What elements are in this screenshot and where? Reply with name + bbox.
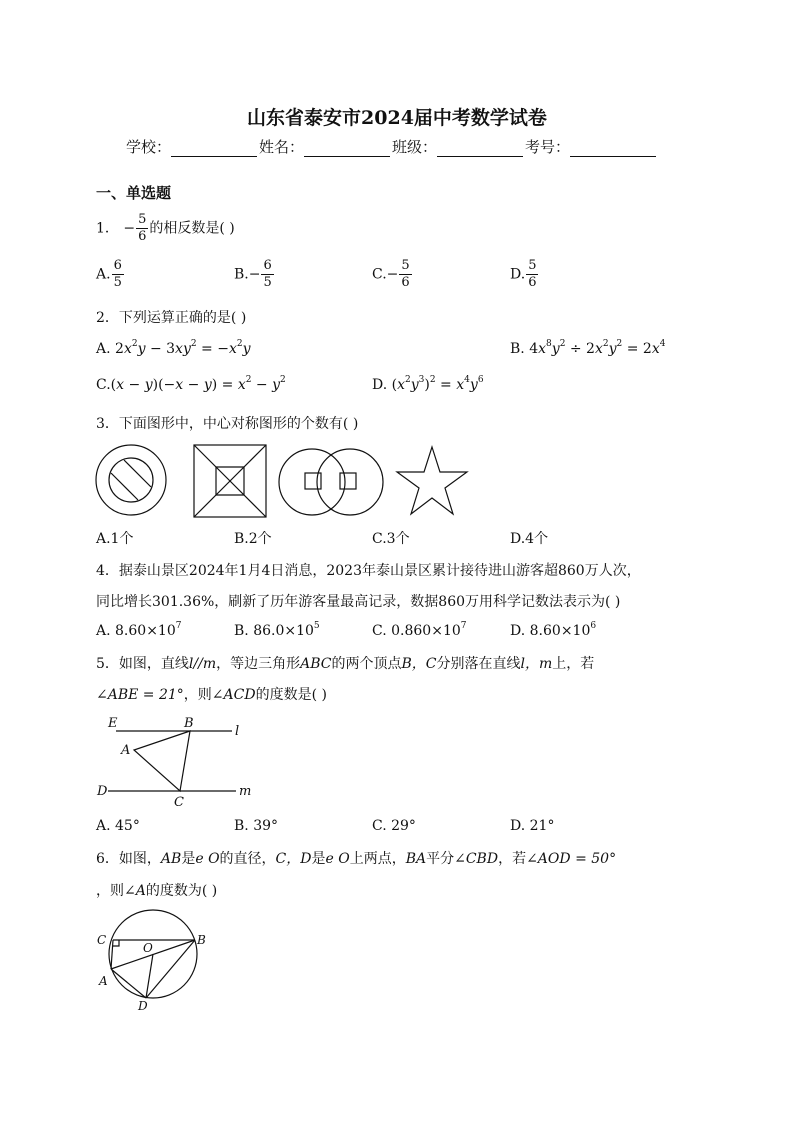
q6-angle-a: ∠A <box>124 883 146 899</box>
right-angle-mark <box>113 940 119 946</box>
label-e: E <box>108 716 118 731</box>
option-fraction <box>399 258 411 291</box>
q1-fraction <box>136 212 148 245</box>
q5-text: 的两个顶点 <box>331 656 402 672</box>
denominator: 6 <box>528 275 537 290</box>
label-d: D <box>97 784 108 799</box>
mantissa: 8.60 <box>115 623 147 639</box>
q6-text: 的直径， <box>219 851 276 867</box>
numerator: 6 <box>113 258 122 273</box>
q2-b-expression: $4x^8y^2 \div 2x^2y^2 = 2x^4$ <box>529 339 666 357</box>
class-blank[interactable] <box>437 142 523 157</box>
q4-option-d[interactable] <box>510 623 596 639</box>
numerator: 5 <box>401 258 410 273</box>
q1-option-d[interactable] <box>510 258 539 291</box>
question-6-line2 <box>96 880 217 900</box>
q1-minus: − <box>123 220 136 237</box>
times-ten: ×10 <box>560 623 591 639</box>
q5-text: 的度数是( ) <box>255 687 327 703</box>
question-2 <box>96 307 246 327</box>
q3-option-d[interactable]: D.4个 <box>510 531 549 547</box>
q5-option-c[interactable]: C. 29° <box>372 818 416 834</box>
q4-option-a[interactable] <box>96 623 181 639</box>
q6-circle: e O <box>325 851 350 867</box>
q5-angle-abe: ∠ABE = 21° <box>96 687 184 703</box>
q5-number: 5． <box>96 656 119 672</box>
q2-number: 2． <box>96 310 119 326</box>
figure-circle-with-bar <box>96 445 166 515</box>
exponent: 7 <box>175 621 182 631</box>
q5-figure <box>94 712 264 812</box>
option-label: A. <box>96 341 111 357</box>
q2-c-expression: $(x - y)(-x - y) = x^2 - y^2$ <box>110 375 286 393</box>
label-m: m <box>239 784 252 799</box>
q3-number: 3． <box>96 416 119 432</box>
question-3 <box>96 413 358 433</box>
mantissa: 86.0 <box>253 623 285 639</box>
option-label: C. <box>372 266 387 283</box>
q5-text: ，等边三角形 <box>216 656 301 672</box>
label-d: D <box>138 999 148 1013</box>
times-ten: ×10 <box>284 623 314 639</box>
q4-option-b[interactable] <box>234 623 320 639</box>
q5-angle-acd: ∠ACD <box>211 687 256 703</box>
q2-text: 下列运算正确的是( ) <box>118 310 247 326</box>
option-sign: − <box>248 266 261 283</box>
option-fraction <box>261 258 273 291</box>
option-label: D. <box>510 266 526 283</box>
label-o: O <box>143 941 153 955</box>
option-label: D. <box>372 377 388 393</box>
class-label: 班级： <box>392 138 438 156</box>
q1-numerator: 5 <box>138 212 147 227</box>
option-label: B. <box>234 623 249 639</box>
q5-text: ，则 <box>183 687 212 703</box>
question-1 <box>96 212 235 245</box>
q5-text: 如图，直线 <box>118 656 189 672</box>
figure-square-pinwheel <box>194 445 266 517</box>
section-heading-single-choice: 一、单选题 <box>96 184 172 202</box>
q3-option-c[interactable]: C.3个 <box>372 531 410 547</box>
q1-text: 的相反数是( ) <box>149 220 235 237</box>
q6-circle: e O <box>195 851 220 867</box>
q6-text: 如图， <box>118 851 161 867</box>
times-ten: ×10 <box>146 623 176 639</box>
mantissa: 0.860 <box>391 623 432 639</box>
option-label: C. <box>96 377 111 393</box>
q1-number: 1． <box>96 220 119 237</box>
q1-option-c[interactable] <box>372 258 413 291</box>
q2-option-b[interactable] <box>510 341 665 357</box>
exponent: 6 <box>590 621 597 631</box>
label-b: B <box>184 716 194 731</box>
q5-text: 上，若 <box>552 656 595 672</box>
q4-text-line1: 据泰山景区2024年1月4日消息，2023年泰山景区累计接待进山游客超860万人次， <box>118 563 641 579</box>
question-4-line2: 同比增长301.36%，刷新了历年游客量最高记录，数据860万用科学记数法表示为( ) <box>96 594 621 610</box>
label-c: C <box>174 795 184 810</box>
option-label: A. <box>96 266 111 283</box>
numerator: 5 <box>528 258 537 273</box>
q6-text: 的度数为( ) <box>145 883 218 899</box>
numerator: 6 <box>263 258 272 273</box>
q6-number: 6． <box>96 851 119 867</box>
q6-bisector: BA <box>405 851 427 867</box>
q6-text: ，则 <box>96 883 124 899</box>
q1-option-b[interactable] <box>234 258 275 291</box>
q5-vertices: B，C <box>401 656 437 672</box>
q6-text: 上两点， <box>349 851 406 867</box>
name-blank[interactable] <box>304 142 390 157</box>
number-blank[interactable] <box>570 142 656 157</box>
option-label: A. <box>96 623 111 639</box>
q5-text: 分别落在直线 <box>436 656 521 672</box>
q3-text: 下面图形中，中心对称图形的个数有( ) <box>118 416 359 432</box>
option-label: B. <box>234 266 249 283</box>
denominator: 6 <box>401 275 410 290</box>
name-label: 姓名： <box>259 138 305 156</box>
label-b: B <box>197 933 206 947</box>
option-label: D. <box>510 623 526 639</box>
option-fraction <box>112 258 124 291</box>
figure-star <box>397 447 467 514</box>
school-blank[interactable] <box>171 142 257 157</box>
q5-parallel-lines: l//m <box>188 656 217 672</box>
q5-option-d[interactable]: D. 21° <box>510 818 555 834</box>
question-4-line1 <box>96 560 641 580</box>
label-c: C <box>97 933 107 947</box>
q2-a-expression: $2x^2y - 3xy^2 = -x^2y$ <box>115 339 251 357</box>
school-label: 学校： <box>126 138 172 156</box>
q2-option-c[interactable] <box>96 377 286 393</box>
q6-points: C，D <box>275 851 312 867</box>
exponent: 5 <box>313 621 320 631</box>
q6-diameter: AB <box>160 851 182 867</box>
number-label: 考号： <box>525 138 571 156</box>
figure-two-rings <box>279 449 383 515</box>
denominator: 5 <box>113 275 122 290</box>
q5-triangle: ABC <box>300 656 332 672</box>
mantissa: 8.60 <box>529 623 561 639</box>
q4-option-c[interactable] <box>372 623 467 639</box>
option-sign: − <box>386 266 399 283</box>
exam-title: 山东省泰安市2024届中考数学试卷 <box>247 107 547 129</box>
q2-option-d[interactable] <box>372 377 484 393</box>
q1-option-a[interactable] <box>96 258 125 291</box>
q3-figures <box>94 442 474 518</box>
q3-option-b[interactable]: B.2个 <box>234 531 272 547</box>
q5-option-b[interactable]: B. 39° <box>234 818 279 834</box>
label-l: l <box>235 724 240 739</box>
triangle-abc <box>134 731 190 791</box>
q3-option-a[interactable]: A.1个 <box>96 531 134 547</box>
option-label: C. <box>372 623 387 639</box>
q6-text: ，若 <box>498 851 527 867</box>
chord-ad <box>111 969 146 998</box>
denominator: 5 <box>263 275 272 290</box>
q4-number: 4． <box>96 563 119 579</box>
q6-text: 平分 <box>426 851 455 867</box>
q6-angle-cbd: ∠CBD <box>454 851 499 867</box>
q6-figure <box>94 906 214 1016</box>
q5-lines: l，m <box>520 656 553 672</box>
question-6-line1 <box>96 848 616 868</box>
question-5-line2 <box>96 684 327 704</box>
chord-ca <box>111 940 113 969</box>
option-label: B. <box>510 341 525 357</box>
exponent: 7 <box>460 621 467 631</box>
q6-text: 是 <box>181 851 196 867</box>
student-info-line <box>126 136 658 157</box>
option-fraction <box>526 258 538 291</box>
q5-option-a[interactable]: A. 45° <box>96 818 140 834</box>
times-ten: ×10 <box>431 623 461 639</box>
question-5-line1 <box>96 653 594 673</box>
q2-option-a[interactable] <box>96 341 251 357</box>
label-a: A <box>99 974 108 988</box>
q1-denominator: 6 <box>138 229 147 244</box>
label-a: A <box>121 743 131 758</box>
q6-angle-aod: ∠AOD = 50° <box>526 851 617 867</box>
q2-d-expression: $(x^2y^3)^2 = x^4y^6$ <box>391 375 484 393</box>
q6-text: 是 <box>311 851 326 867</box>
